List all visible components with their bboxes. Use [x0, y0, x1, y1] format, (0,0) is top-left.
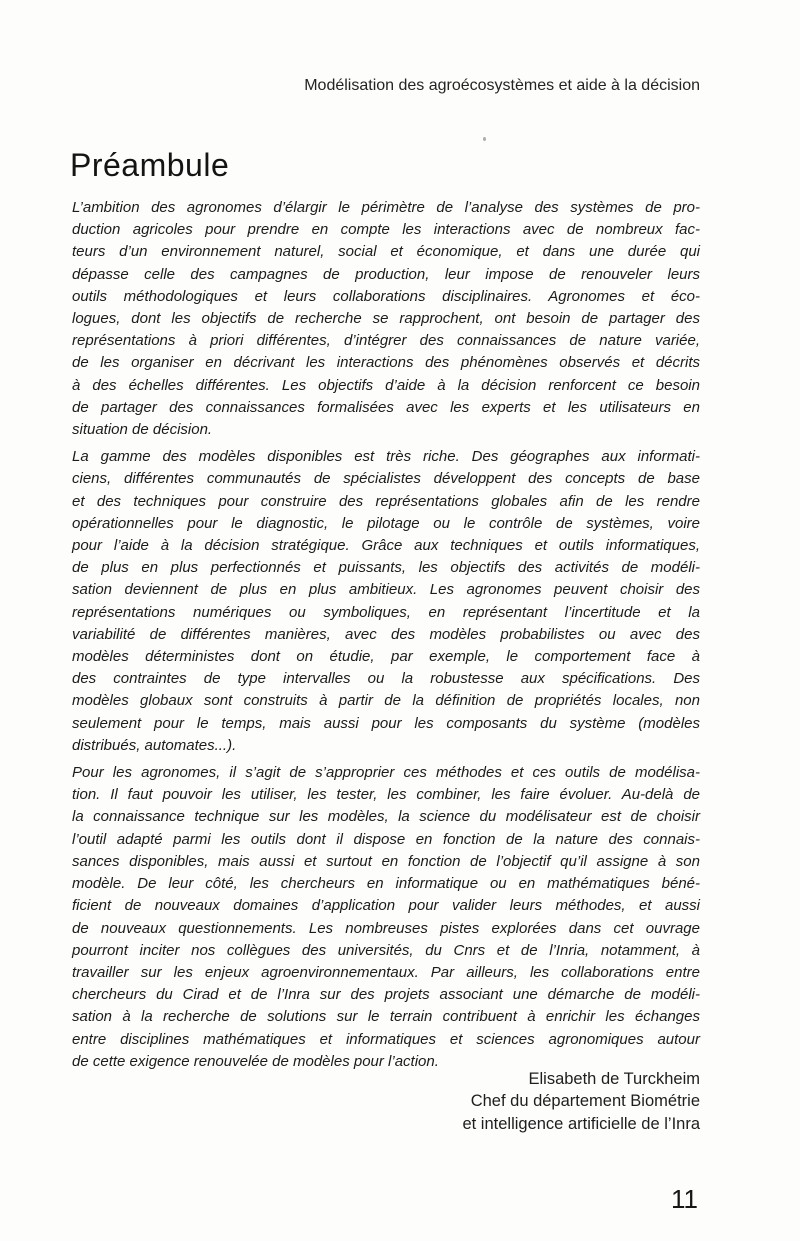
text-line: L’ambition des agronomes d’élargir le périmètre de l’analyse des systèmes de pro- [72, 199, 700, 216]
signature-role-line-1: Chef du département Biométrie [470, 1092, 700, 1111]
text-line: situation de décision. [72, 421, 213, 439]
text-line: sation deviennent de plus en plus ambitieux. Les agronomes peuvent choisir des [72, 581, 700, 599]
text-line: pour l’aide à la décision stratégique. Grâce aux techniques et outils informatiques, [72, 537, 700, 555]
text-line: de partager des connaissances formalisées avec les experts et les utilisateurs en [72, 398, 700, 416]
text-line: modèles globaux sont construits à partir de la définition de propriétés locales, non [72, 692, 700, 710]
text-line: modèle. De leur côté, les chercheurs en informatique ou en mathématiques béné- [72, 875, 700, 893]
paragraph-3 [72, 762, 700, 1073]
text-line: La gamme des modèles disponibles est très riche. Des géographes aux informati- [72, 448, 700, 466]
running-header: Modélisation des agroécosystèmes et aide à la décision [304, 77, 700, 94]
signature-name: Elisabeth de Turckheim [528, 1070, 700, 1088]
text-line: représentations numériques ou symboliques, en représentant l’incertitude et la [72, 603, 700, 621]
text-line: ciens, différentes communautés de spécialistes développent des concepts de base [72, 470, 700, 488]
text-line: opérationnelles pour le diagnostic, le pilotage ou le contrôle de systèmes, voire [72, 514, 700, 532]
scan-speck-artifact [483, 137, 486, 141]
text-line: de nouveaux questionnements. Les nombreuses pistes explorées dans cet ouvrage [72, 919, 700, 937]
text-line: la connaissance technique sur les modèles, la science du modélisateur est de choisir [72, 808, 700, 826]
text-line: variabilité de différentes manières, avec des modèles probabilistes ou avec des [72, 625, 700, 643]
text-line: Pour les agronomes, il s’agit de s’approprier ces méthodes et ces outils de modélisa- [72, 764, 700, 782]
signature-role-line-2: et intelligence artificielle de l’Inra [462, 1114, 700, 1133]
preamble-body [72, 197, 700, 1073]
text-line: logues, dont les objectifs de recherche se rapprochent, ont besoin de partager des [72, 310, 700, 328]
text-line: distribués, automates...). [72, 736, 237, 754]
text-line: dépasse celle des campagnes de production, leur impose de renouveler leurs [72, 265, 700, 283]
text-line: l’outil adapté parmi les outils dont il dispose en fonction de la nature des connais- [72, 830, 700, 848]
text-line: représentations à priori différentes, d’intégrer des connaissances de nature variée, [72, 332, 700, 350]
text-line: et des techniques pour construire des représentations globales afin de les rendre [72, 492, 700, 510]
text-line: de les organiser en décrivant les interactions des phénomènes observés et décrits [72, 354, 700, 372]
text-line: seulement pour le temps, mais aussi pour les composants du système (modèles [72, 714, 700, 732]
text-line: pourront inciter nos collègues des universités, du Cnrs et de l’Inria, notamment, à [72, 941, 700, 959]
text-line: sances disponibles, mais aussi et surtout en fonction de l’objectif qu’il assigne à son [72, 852, 700, 870]
text-line: chercheurs du Cirad et de l’Inra sur des projets associant une démarche de modéli- [72, 986, 700, 1004]
text-line: entre disciplines mathématiques et informatiques et sciences agronomiques autour [72, 1030, 700, 1048]
text-line: travailler sur les enjeux agroenvironnementaux. Par ailleurs, les collaborations entre [72, 963, 700, 981]
text-line: teurs d’un environnement naturel, social et économique, et dans une durée qui [72, 243, 700, 261]
text-line: ficient de nouveaux domaines d’application pour valider leurs méthodes, et aussi [72, 897, 700, 915]
paragraph-2 [72, 446, 700, 757]
text-line: de cette exigence renouvelée de modèles pour l’action. [72, 1052, 439, 1070]
page-title: Préambule [70, 147, 230, 183]
text-line: outils méthodologiques et leurs collaborations disciplinaires. Agronomes et éco- [72, 287, 700, 305]
paragraph-1 [72, 197, 700, 441]
text-line: modèles déterministes dont on étudie, par exemple, le comportement face à [72, 648, 700, 666]
text-line: tion. Il faut pouvoir les utiliser, les tester, les combiner, les faire évoluer. Au-delà de [72, 786, 700, 804]
text-line: sation à la recherche de solutions sur le terrain contribuent à enrichir les échanges [72, 1008, 700, 1026]
signature-block [72, 1068, 700, 1135]
text-line: duction agricoles pour prendre en compte les interactions avec de nombreux fac- [72, 221, 700, 239]
text-line: des contraintes de type intervalles ou la robustesse aux spécifications. Des [72, 670, 700, 688]
text-line: à des échelles différentes. Les objectifs d’aide à la décision renforcent ce besoin [72, 376, 700, 394]
page-number: 11 [671, 1184, 698, 1214]
text-line: de plus en plus perfectionnés et puissants, les objectifs des activités de modéli- [72, 559, 700, 577]
